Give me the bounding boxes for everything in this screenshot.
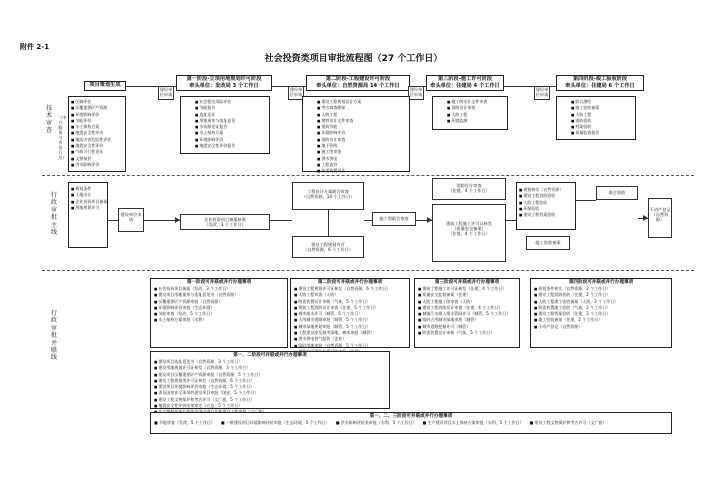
approval-box-p4d: 不动产登记（自然资源） <box>648 198 672 238</box>
approval-item: ■ 建设工程消防验收 <box>519 193 573 199</box>
approval-line-1 <box>108 220 118 221</box>
tech-review-item: ■ 防雷装置设计 <box>317 168 407 174</box>
parallel-item: ■ 环境影响评价审批（生态环境） <box>154 305 284 311</box>
tech-review-item: ■ 用地预审与选址意见 <box>195 118 267 124</box>
tech-review-item: ■ 压覆重要矿产资源 <box>71 105 123 111</box>
parallel-item: ■ 洪水影响评价类审批（水利，5 个工作日） <box>335 420 417 425</box>
parallel-panel-2-title: 第二阶段可并联或并行办理事项 <box>317 280 383 285</box>
parallel-item: ■ 建设项目用地预审与选址意见书（自然资源） <box>154 292 284 298</box>
approval-box-p2b: 建设工程规划许可 （自然资源，6 个工作日） <box>292 236 364 258</box>
approval-item: ■ 环保验收 <box>519 206 573 212</box>
approval-box-p2c: 施工图联合审查 <box>372 212 416 226</box>
tech-box-prep <box>68 96 126 172</box>
approval-line-3 <box>270 220 292 221</box>
parallel-item: ■ 建设项目压覆重要矿产资源审批（自然资源，5 个工作日） <box>154 372 386 378</box>
approval-box-p1: 企业投资项目备案核准 （发改，3 个工作日） <box>180 214 270 230</box>
parallel-item: ■ 建设工程消防设计审查（住建，4 个工作日） <box>418 305 516 311</box>
parallel-item: ■ 建设项目环境影响评价审批（生态环境，5 个工作日） <box>154 384 386 390</box>
parallel-item: ■ 不动产登记（自然资源） <box>534 324 668 330</box>
parallel-panel-2 <box>290 278 410 348</box>
flow-line-prep-p1 <box>126 86 176 87</box>
tech-review-item: ■ 施工图审查 <box>317 149 407 155</box>
parallel-item: ■ 建设工程档案验收（住建，2 个工作日） <box>534 311 668 317</box>
approval-line-4 <box>364 220 372 221</box>
tech-review-item: ■ 建筑节能 <box>317 124 407 130</box>
parallel-item: ■ 节能审查（发改，5 个工作日） <box>154 311 284 317</box>
approval-item: ■ 企业投资项目备案 <box>71 199 105 205</box>
tech-review-item: ■ 区域评估 <box>71 99 123 105</box>
approval-item: ■ 用地规划许可 <box>71 205 105 211</box>
parallel-item: ■ 供水供电供气报装（企业） <box>294 336 406 342</box>
approval-box-p3b: 建筑工程施工许可证核发 （质量安全备案） （住建，4 个工作日） <box>432 204 506 262</box>
parallel-item: ■ 规划条件核实（自然资源，2 个工作日） <box>534 286 668 292</box>
tech-review-item: ■ 水土保持方案 <box>71 124 123 130</box>
tech-review-item: ■ 文物保护 <box>71 156 123 162</box>
tech-review-item: ■ 考古调查勘探 <box>317 105 407 111</box>
parallel-item: ■ 涉及国家安全事项的建设项目审批（国安，5 个工作日） <box>154 390 386 396</box>
approval-start-label: 建设单位申请 <box>120 212 142 223</box>
parallel-item: ■ 临时用地审批（自然资源，5 个工作日） <box>294 343 406 349</box>
tech-review-item: ■ 人防工程 <box>571 112 633 118</box>
approval-box-p4b: 竣工验收备案 <box>526 236 570 250</box>
parallel-panel-3 <box>414 278 520 348</box>
tech-review-item: ■ 社会稳定风险评估 <box>195 99 267 105</box>
parallel-item: ■ 建设项目选址意见书（自然资源，3 个工作日） <box>154 359 386 365</box>
tech-review-item: ■ 水土保持方案 <box>195 130 267 136</box>
parallel-item: ■ 建设工程文物保护和考古许可（文广旅，5 个工作日） <box>154 397 386 403</box>
approval-box-p3a: 消防设计审查 （住建，4 个工作日） <box>432 178 506 200</box>
approval-line-p2-vertical <box>328 210 329 236</box>
tech-review-item: ■ 环境影响评价 <box>317 130 407 136</box>
parallel-item: ■ 竣工验收备案（住建，2 个工作日） <box>534 317 668 323</box>
tech-review-item: ■ 消防设计审查 <box>317 137 407 143</box>
parallel-item: ■ 城市道路挖掘许可（城管） <box>418 324 516 330</box>
parallel-panel-1 <box>150 278 288 348</box>
approval-box-p2a: 工程设计方案联合审查 （自然资源，14 个工作日） <box>292 182 364 210</box>
tech-box-p1 <box>180 96 270 154</box>
tech-review-item: ■ 施工图设计文件审查 <box>447 99 505 105</box>
parallel-item: ■ 人防工程竣工验收备案（人防，2 个工作日） <box>534 299 668 305</box>
parallel-item: ■ 水土保持方案审批（水利） <box>154 317 284 323</box>
parallel-item: ■ 人防工程审查（人防） <box>294 292 406 298</box>
parallel-item: ■ 一般建设项目环境影响评价审批（生态环境，5 个工作日） <box>220 420 330 425</box>
tech-review-item: ■ 气候可行性论证 <box>71 149 123 155</box>
tech-review-item: ■ 地震安全性评价 <box>71 130 123 136</box>
tech-review-item: ■ 环境影响评价 <box>71 112 123 118</box>
parallel-panel-4-title: 第四阶段可并联或并行办理事项 <box>568 280 634 285</box>
parallel-item: ■ 建设工程消防验收（住建，2 个工作日） <box>534 292 668 298</box>
tech-review-item: ■ 水资源论证报告 <box>195 124 267 130</box>
tech-review-item: ■ 建设工程规划设计方案 <box>317 99 407 105</box>
parallel-item: ■ 建设工程文物保护和考古许可（文广旅） <box>529 420 607 425</box>
row-label-tech-sub: （中介服务与市场行为） <box>58 115 67 160</box>
tech-review-item: ■ 地震安全性评价 <box>71 143 123 149</box>
tech-review-item: ■ 节能评价 <box>71 118 123 124</box>
approval-item: ■ 人防工程验收 <box>519 200 573 206</box>
parallel-item: ■ 压覆重要矿产资源审批（自然资源） <box>154 299 284 305</box>
tech-review-item: ■ 地震安全性评价报告 <box>195 143 267 149</box>
parallel-item: ■ 生产建设项目水土保持方案审批（水利，5 个工作日） <box>422 420 524 425</box>
apply-label-2: 建设单位申请 <box>288 86 304 100</box>
approval-arrow-2 <box>175 217 180 223</box>
parallel-item: ■ 防雷装置设计审核（气象，5 个工作日） <box>294 299 406 305</box>
parallel-item: ■ 城市绿地规划审批（城管，5 个工作日） <box>294 324 406 330</box>
tech-box-p4 <box>556 96 636 140</box>
parallel-item: ■ 临时占用城市绿地审批（城管） <box>418 317 516 323</box>
parallel-item: ■ 防雷装置竣工验收（气象，2 个工作日） <box>534 305 668 311</box>
parallel-item: ■ 节能审查（发改，5 个工作日） <box>154 420 215 425</box>
apply-label-4: 建设单位申请 <box>534 86 550 100</box>
row-divider-admin <box>42 270 694 271</box>
approval-item: ■ 规划条件 <box>71 186 105 192</box>
tech-review-item: ■ 环境影响评价 <box>195 137 267 143</box>
tech-review-item: ■ 环境监测 <box>447 118 505 124</box>
tech-review-item: ■ 节能报告 <box>195 105 267 111</box>
phase-2-header: 第二阶段-工程建设许可阶段 牵头单位：自然资源局 14 个工作日 <box>306 75 410 91</box>
approval-line-6 <box>506 220 516 221</box>
phase-1-header: 第一阶段-立项用地规划许可阶段 牵头单位：发改局 3 个工作日 <box>176 75 272 91</box>
tech-box-p2 <box>302 96 410 172</box>
approval-item: ■ 建设工程档案验收 <box>519 212 573 218</box>
apply-label-3: 建设单位申请 <box>408 86 424 100</box>
row-label-admin-parallel: 行政审批并联线 <box>50 310 57 362</box>
row-label-admin-approval: 行政审批主线 <box>50 192 57 237</box>
page-title: 社会投资类项目审批流程图（27 个工作日） <box>264 54 443 64</box>
tech-review-item: ■ 选址论证 <box>195 112 267 118</box>
parallel-item: ■ 建设工程规划类许可证核发（自然资源，6 个工作日） <box>154 378 386 384</box>
tech-review-item: ■ 人防工程 <box>447 112 505 118</box>
parallel-item: ■ 建筑工程消防设计审查（住建，5 个工作日） <box>294 305 406 311</box>
tech-review-item: ■ 消防设计审查 <box>447 105 505 111</box>
tech-review-item: ■ 消防验收 <box>571 118 633 124</box>
approval-box-p4a <box>516 182 576 230</box>
parallel-panel-1-title: 第一阶段可并联或并行办理事项 <box>186 280 252 285</box>
parallel-item: ■ 工程建设涉及城市绿地、树木审批（城管） <box>294 330 406 336</box>
tech-review-item: ■ 勘察设计文件审查 <box>317 118 407 124</box>
tech-review-item: ■ 地质灾害危险性评估 <box>71 137 123 143</box>
tech-review-item: ■ 洪水影响评价 <box>71 162 123 168</box>
approval-start <box>118 208 144 232</box>
approval-box-p4c: 联合验收 <box>596 186 638 200</box>
bottom-panel-2 <box>150 412 672 434</box>
tech-review-item: ■ 供水供电 <box>317 156 407 162</box>
bottom-panel-2-title: 第一、二、三阶段可并联或并行办理事项 <box>369 414 453 419</box>
approval-item: ■ 土地出让 <box>71 192 105 198</box>
phase-4-header: 第四阶段-竣工验收阶段 牵头单位：住建局 6 个工作日 <box>556 75 644 91</box>
approval-arrow-8 <box>643 215 648 221</box>
tech-review-item: ■ 人防工程 <box>317 112 407 118</box>
bottom-panel-1 <box>150 351 390 409</box>
parallel-item: ■ 建设用地规划许可证核发（自然资源，3 个工作日） <box>154 365 386 371</box>
parallel-item: ■ 建筑工程施工许可证核发（住建，4 个工作日） <box>418 286 516 292</box>
flow-line-p2-p3 <box>410 86 426 87</box>
approval-line-7 <box>576 200 596 201</box>
row-label-tech: 技术审查 <box>45 105 52 135</box>
apply-label-1: 建设单位申请 <box>158 86 174 100</box>
flow-line-p1-p2 <box>272 86 306 87</box>
parallel-item: ■ 占用城市道路审批（城管，5 个工作日） <box>294 317 406 323</box>
tech-box-p3 <box>432 96 508 130</box>
approval-box-prep <box>68 182 108 248</box>
tech-review-item: ■ 质量监督报告 <box>571 130 633 136</box>
parallel-item: ■ 城镇污水排入排水管网许可（城管，5 个工作日） <box>418 311 516 317</box>
tech-review-item: ■ 联合测绘 <box>571 99 633 105</box>
attachment-label: 附件 2-1 <box>20 43 50 51</box>
parallel-item: ■ 社会投资项目备案（发改，3 个工作日） <box>154 286 284 292</box>
tech-review-item: ■ 竣工验收备案 <box>571 105 633 111</box>
parallel-item: ■ 人防工程施工图审查（人防） <box>418 299 516 305</box>
parallel-item: ■ 城市排水许可（城管，5 个工作日） <box>294 311 406 317</box>
phase-prep: 项目策划生成 <box>84 81 126 91</box>
parallel-item: ■ 地震安全性评价结果审定（应急，5 个工作日） <box>154 403 386 409</box>
parallel-item: ■ 质量安全监督备案（住建） <box>418 292 516 298</box>
parallel-panel-3-title: 第三阶段可并联或并行办理事项 <box>434 280 500 285</box>
tech-review-item: ■ 地下管线 <box>317 143 407 149</box>
phase-3-header: 第三阶段-施工许可阶段 牵头单位：住建局 4 个工作日 <box>426 75 504 91</box>
flow-line-p3-p4 <box>504 86 556 87</box>
approval-arrow-5 <box>427 217 432 223</box>
parallel-item: ■ 建设工程规划许可证核发（自然资源，6 个工作日） <box>294 286 406 292</box>
tech-review-item: ■ 工程造价 <box>317 162 407 168</box>
parallel-item: ■ 防雷装置设计审核（气象，5 个工作日） <box>418 330 516 336</box>
parallel-panel-4 <box>530 278 672 348</box>
tech-review-item: ■ 档案验收 <box>571 124 633 130</box>
approval-item: ■ 规划核实（自然资源） <box>519 187 573 193</box>
bottom-panel-1-title: 第一、二阶段可并联或并行办理事项 <box>233 353 307 358</box>
